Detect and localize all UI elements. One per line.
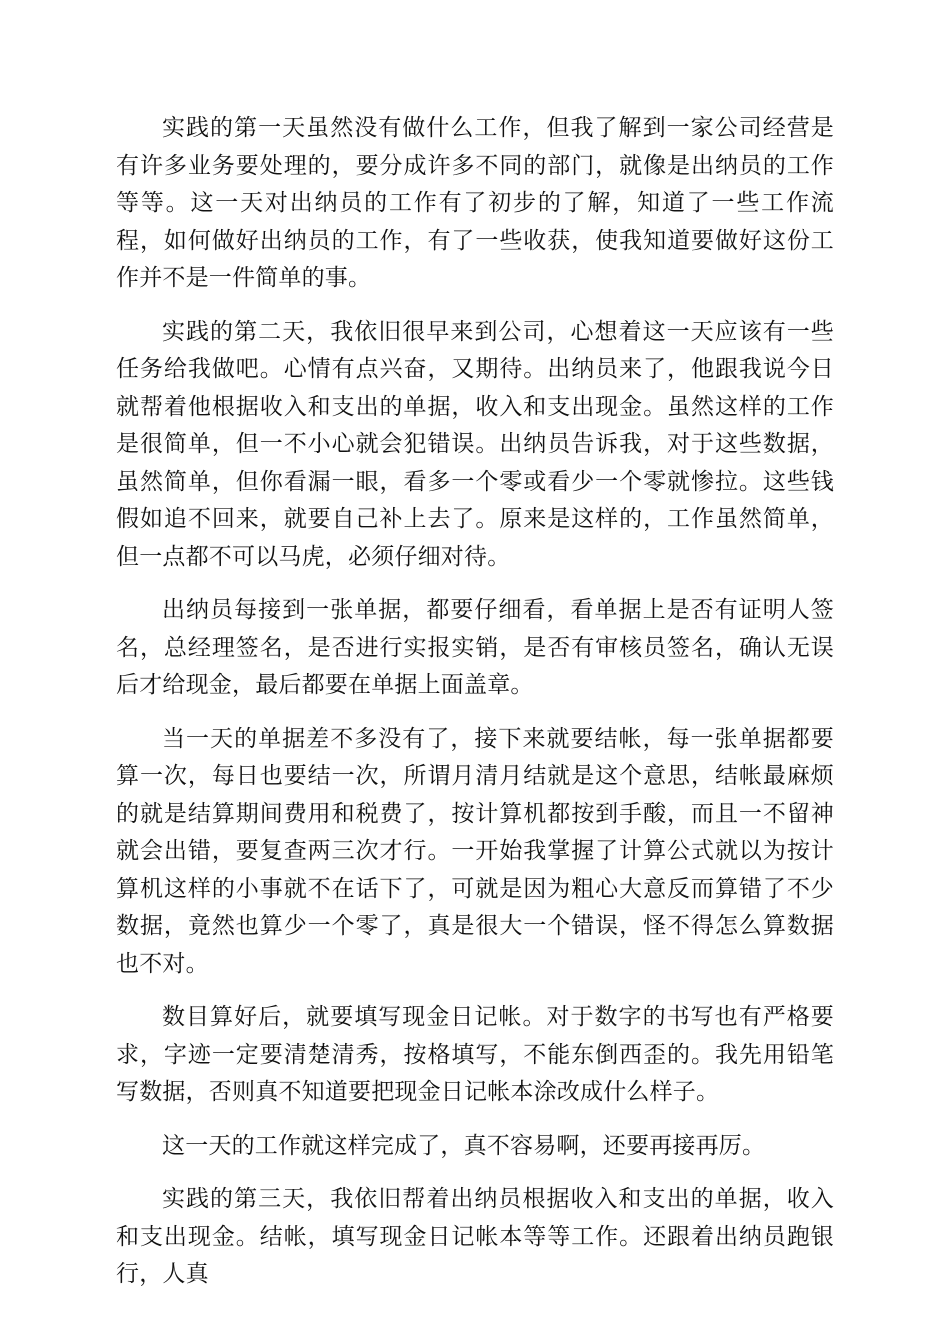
paragraph-cash-journal: 数目算好后，就要填写现金日记帐。对于数字的书写也有严格要求，字迹一定要清楚清秀，按格填写，不能东倒西歪的。我先用铅笔写数据，否则真不知道要把现金日记帐本涂改成什么样子。 [116, 1004, 834, 1105]
paragraph-day-two: 实践的第二天，我依旧很早来到公司，心想着这一天应该有一些任务给我做吧。心情有点兴奋，又期待。出纳员来了，他跟我说今日就帮着他根据收入和支出的单据，收入和支出现金。虽然这样的工作是很简单，但一不小心就会犯错误。出纳员告诉我，对于这些数据，虽然简单，但你看漏一眼，看多一个零或看少一个零就惨拉。这些钱假如追不回来，就要自己补上去了。原来是这样的，工作虽然简单，但一点都不可以马虎，必须仔细对待。 [116, 318, 834, 570]
paragraph-day-three: 实践的第三天，我依旧帮着出纳员根据收入和支出的单据，收入和支出现金。结帐，填写现金日记帐本等等工作。还跟着出纳员跑银行，人真 [116, 1186, 834, 1287]
paragraph-day-complete: 这一天的工作就这样完成了，真不容易啊，还要再接再厉。 [162, 1132, 766, 1159]
paragraph-day-one: 实践的第一天虽然没有做什么工作，但我了解到一家公司经营是有许多业务要处理的，要分成许多不同的部门，就像是出纳员的工作等等。这一天对出纳员的工作有了初步的了解，知道了一些工作流程，如何做好出纳员的工作，有了一些收获，使我知道要做好这份工作并不是一件简单的事。 [116, 115, 834, 291]
document-body [116, 110, 834, 1310]
paragraph-settlement: 当一天的单据差不多没有了，接下来就要结帐，每一张单据都要算一次，每日也要结一次，所谓月清月结就是这个意思，结帐最麻烦的就是结算期间费用和税费了，按计算机都按到手酸，而且一不留神就会出错，要复查两三次才行。一开始我掌握了计算公式就以为按计算机这样的小事就不在话下了，可就是因为粗心大意反而算错了不少数据，竟然也算少一个零了，真是很大一个错误，怪不得怎么算数据也不对。 [116, 725, 834, 977]
paragraph-receipt-check: 出纳员每接到一张单据，都要仔细看，看单据上是否有证明人签名，总经理签名，是否进行实报实销，是否有审核员签名，确认无误后才给现金，最后都要在单据上面盖章。 [116, 597, 834, 698]
